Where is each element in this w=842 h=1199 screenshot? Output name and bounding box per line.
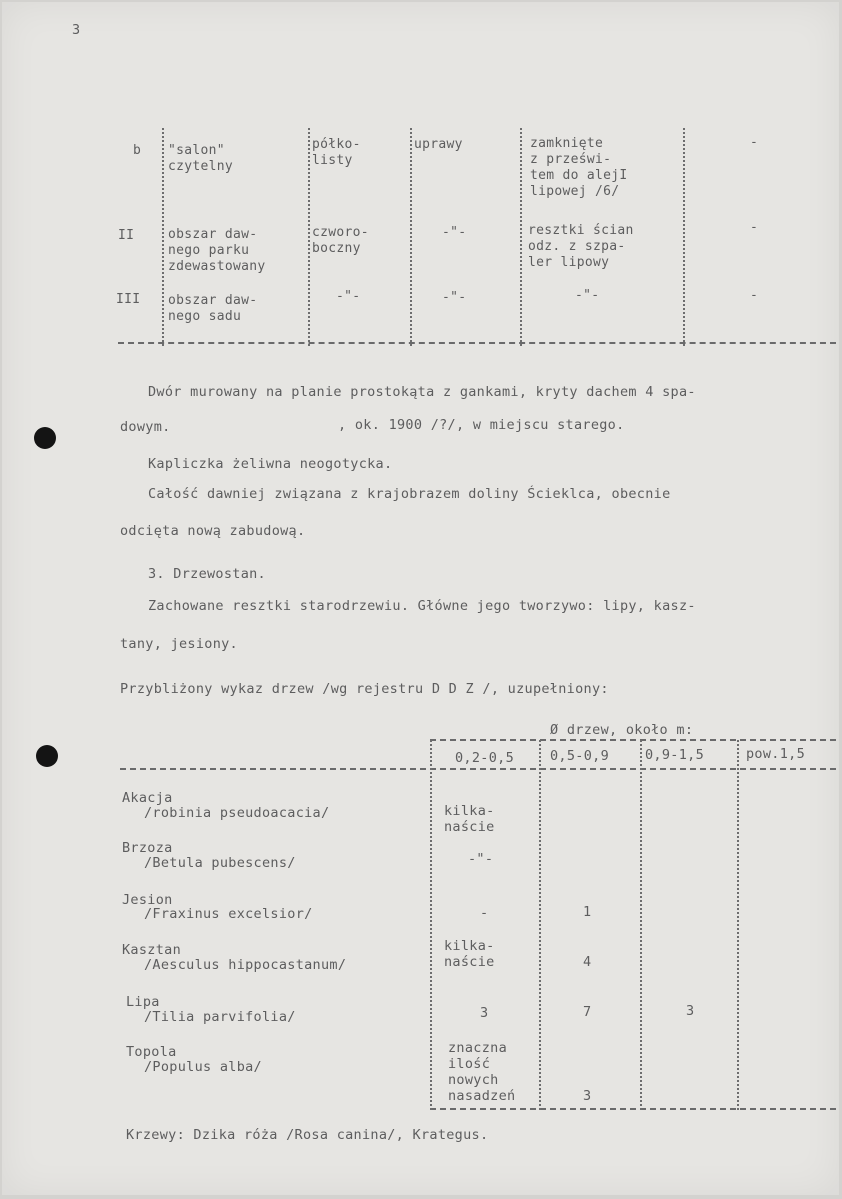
top-row-use: uprawy — [414, 137, 463, 152]
top-row-state: resztki ścian odz. z szpa- ler lipowy — [528, 223, 634, 270]
tree-table-header-rule — [430, 739, 836, 741]
tree-count: kilka- naście — [444, 938, 495, 970]
tree-table-bottom-rule — [430, 1108, 836, 1110]
top-table-rule — [410, 128, 412, 346]
tree-table-rule — [430, 740, 432, 1110]
tree-count: 3 — [583, 1088, 592, 1104]
tree-latin: /Populus alba/ — [144, 1059, 262, 1075]
paragraph-manor-line2b: , ok. 1900 /?/, w miejscu starego. — [338, 417, 625, 433]
top-row-shape: -"- — [336, 289, 361, 304]
paragraph-manor-line1: Dwór murowany na planie prostokąta z gankami, kryty dachem 4 spa- — [148, 384, 696, 400]
top-row-use: -"- — [442, 290, 467, 305]
tree-count: znaczna ilość nowych nasadzeń — [448, 1040, 516, 1104]
top-row-use: -"- — [442, 225, 467, 240]
tree-count: - — [480, 905, 489, 921]
tree-col-header: 0,5-0,9 — [550, 748, 609, 764]
tree-name: Topola — [126, 1044, 177, 1060]
top-row-area: obszar daw- nego sadu — [168, 293, 258, 324]
paragraph-trees-line2: tany, jesiony. — [120, 636, 238, 652]
paragraph-landscape-line1: Całość dawniej związana z krajobrazem doliny Ścieklca, obecnie — [148, 486, 671, 502]
top-row-number: III — [116, 292, 141, 307]
top-table-rule — [162, 128, 164, 346]
shrubs-line: Krzewy: Dzika róża /Rosa canina/, Krategus. — [126, 1127, 489, 1143]
tree-count: 3 — [686, 1003, 695, 1019]
top-table-rule — [520, 128, 522, 346]
top-row-last: - — [750, 288, 759, 303]
tree-count: -"- — [468, 851, 494, 867]
top-row-state: zamknięte z prześwi- tem do alejI lipowej /6/ — [530, 136, 628, 199]
tree-latin: /Aesculus hippocastanum/ — [144, 957, 347, 973]
top-row-area: obszar daw- nego parku zdewastowany — [168, 227, 266, 274]
tree-latin: /Betula pubescens/ — [144, 855, 296, 871]
tree-table-header: Ø drzew, około m: — [550, 722, 694, 738]
tree-table-rule — [737, 740, 739, 1110]
top-row-state: -"- — [575, 288, 600, 303]
tree-col-header: 0,2-0,5 — [455, 750, 514, 766]
top-table-bottom-rule — [118, 342, 836, 344]
paragraph-list-intro: Przybliżony wykaz drzew /wg rejestru D D Z /, uzupełniony: — [120, 681, 609, 697]
tree-count: kilka- naście — [444, 803, 495, 835]
tree-name: Jesion — [122, 892, 173, 908]
top-row-number: b — [133, 143, 142, 158]
tree-name: Akacja — [122, 790, 173, 806]
paragraph-chapel: Kapliczka żeliwna neogotycka. — [148, 456, 393, 472]
tree-name: Kasztan — [122, 942, 181, 958]
tree-latin: /Tilia parvifolia/ — [144, 1009, 296, 1025]
tree-name: Brzoza — [122, 840, 173, 856]
tree-latin: /robinia pseudoacacia/ — [144, 805, 330, 821]
tree-table-rule — [640, 740, 642, 1110]
tree-table-header-bottom-rule — [120, 768, 836, 770]
top-row-number: II — [118, 228, 135, 243]
top-table-rule — [683, 128, 685, 346]
tree-table-rule — [539, 740, 541, 1110]
tree-count: 7 — [583, 1004, 592, 1020]
paragraph-trees-line1: Zachowane resztki starodrzewiu. Główne jego tworzywo: lipy, kasz- — [148, 598, 696, 614]
tree-count: 1 — [583, 904, 592, 920]
punch-hole-bottom — [36, 745, 58, 767]
section-heading: 3. Drzewostan. — [148, 566, 266, 582]
punch-hole-top — [34, 427, 56, 449]
top-row-last: - — [750, 220, 759, 235]
tree-col-header: 0,9-1,5 — [645, 747, 704, 763]
top-table-rule — [308, 128, 310, 346]
top-row-area: "salon" czytelny — [168, 143, 234, 174]
tree-count: 4 — [583, 954, 592, 970]
paragraph-landscape-line2: odcięta nową zabudową. — [120, 523, 306, 539]
top-row-last: - — [750, 135, 759, 150]
top-row-shape: czworo- boczny — [312, 225, 369, 256]
tree-count: 3 — [480, 1005, 489, 1021]
paragraph-manor-line2a: dowym. — [120, 419, 171, 435]
page-number: 3 — [72, 22, 81, 38]
tree-name: Lipa — [126, 994, 160, 1010]
top-row-shape: półko- listy — [312, 137, 361, 168]
tree-latin: /Fraxinus excelsior/ — [144, 906, 313, 922]
tree-col-header: pow.1,5 — [746, 746, 805, 762]
